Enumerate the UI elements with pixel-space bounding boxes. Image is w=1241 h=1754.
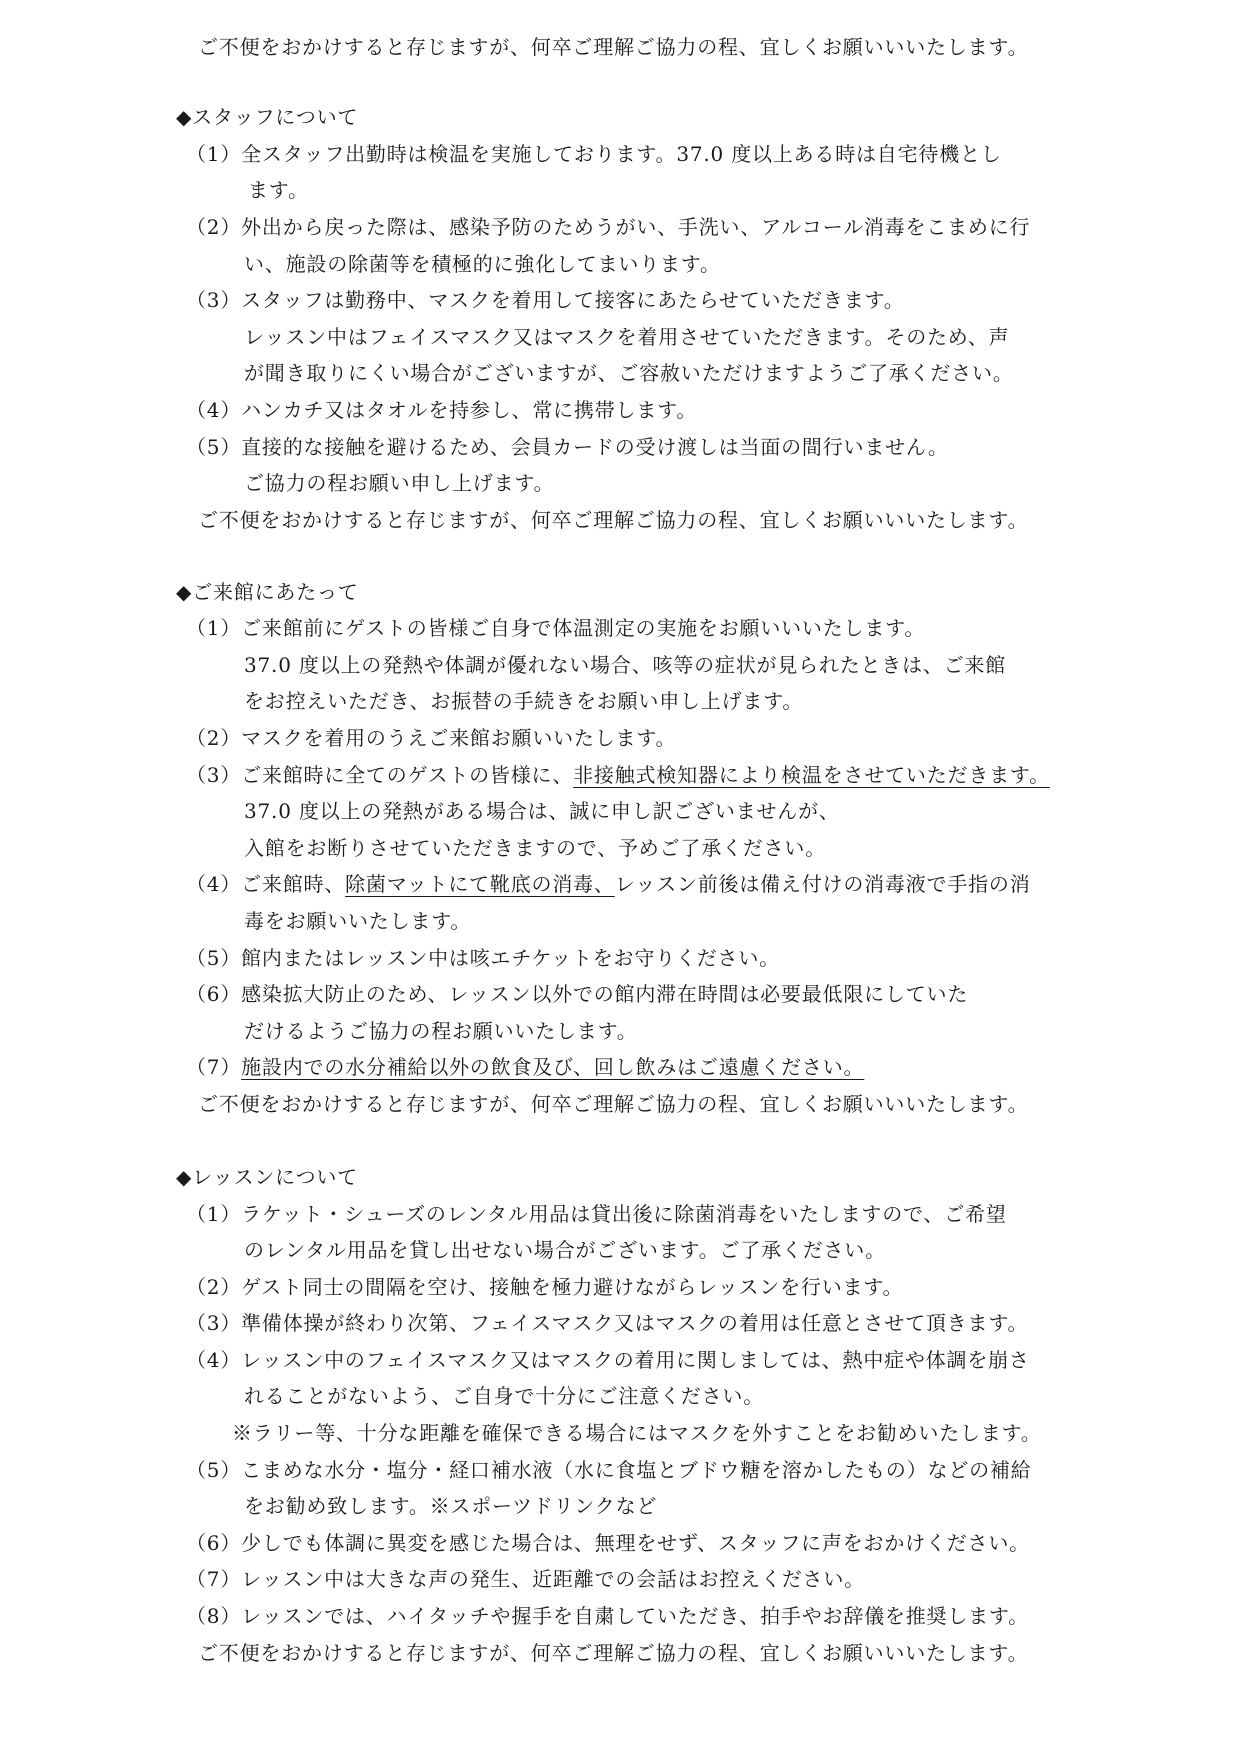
visit-item-4-underlined: 除菌マットにて靴底の消毒、 (345, 872, 615, 896)
closing-text: ご不便をおかけすると存じますが、何卒ご理解ご協力の程、宜しくお願いいいたします。 (198, 1641, 1029, 1665)
lesson-item-5: （5）こまめな水分・塩分・経口補水液（水に食塩とブドウ糖を溶かしたもの）などの補給 (186, 1458, 1032, 1482)
lesson-item-8: （8）レッスンでは、ハイタッチや握手を自粛していただき、拍手やお辞儀を推奨します。 (186, 1604, 1029, 1628)
visit-item-6: （6）感染拡大防止のため、レッスン以外での館内滞在時間は必要最低限にしていた (186, 982, 969, 1006)
closing-text: ご不便をおかけすると存じますが、何卒ご理解ご協力の程、宜しくお願いいいたします。 (198, 508, 1029, 532)
lesson-item-5-cont: をお勧め致します。※スポーツドリンクなど (244, 1494, 658, 1518)
staff-item-5-cont: ご協力の程お願い申し上げます。 (244, 471, 555, 495)
visit-item-3-underlined: 非接触式検知器により検温をさせていただきます。 (573, 763, 1050, 787)
staff-heading: ◆スタッフについて (176, 105, 359, 129)
visit-item-4 (186, 870, 1031, 898)
closing-text: ご不便をおかけすると存じますが、何卒ご理解ご協力の程、宜しくお願いいいたします。 (198, 1092, 1029, 1116)
lesson-item-7: （7）レッスン中は大きな声の発生、近距離での会話はお控えください。 (186, 1567, 865, 1591)
visit-item-1-cont-1: 37.0 度以上の発熱や体調が優れない場合、咳等の症状が見られたときは、ご来館 (244, 653, 1007, 677)
visit-heading: ◆ご来館にあたって (176, 580, 359, 604)
lesson-item-4-cont: れることがないよう、ご自身で十分にご注意ください。 (244, 1384, 764, 1408)
visit-item-3-cont-1: 37.0 度以上の発熱がある場合は、誠に申し訳ございませんが、 (244, 799, 840, 823)
lesson-item-4: （4）レッスン中のフェイスマスク又はマスクの着用に関しましては、熱中症や体調を崩さ (186, 1348, 1030, 1372)
visit-item-7-underlined: 施設内での水分補給以外の飲食及び、回し飲みはご遠慮ください。 (241, 1055, 865, 1079)
staff-item-4: （4）ハンカチ又はタオルを持参し、常に携帯します。 (186, 398, 698, 422)
staff-item-2: （2）外出から戻った際は、感染予防のためうがい、手洗い、アルコール消毒をこまめに行 (186, 215, 1031, 239)
staff-item-3-cont-1: レッスン中はフェイスマスク又はマスクを着用させていただきます。そのため、声 (244, 325, 1010, 349)
visit-item-4-cont: 毒をお願いいたします。 (244, 909, 472, 933)
visit-item-4-lead: （4）ご来館時、 (186, 872, 346, 896)
visit-item-5: （5）館内またはレッスン中は咳エチケットをお守りください。 (186, 946, 780, 970)
visit-item-2: （2）マスクを着用のうえご来館お願いいたします。 (186, 726, 677, 750)
visit-item-1: （1）ご来館前にゲストの皆様ご自身で体温測定の実施をお願いいいたします。 (186, 616, 926, 640)
visit-item-4-tail: レッスン前後は備え付けの消毒液で手指の消 (614, 872, 1031, 896)
staff-item-3: （3）スタッフは勤務中、マスクを着用して接客にあたらせていただきます。 (186, 288, 905, 312)
lesson-item-1-cont: のレンタル用品を貸し出せない場合がございます。ご了承ください。 (244, 1238, 886, 1262)
visit-item-1-cont-2: をお控えいただき、お振替の手続きをお願い申し上げます。 (244, 689, 804, 713)
lesson-item-1: （1）ラケット・シューズのレンタル用品は貸出後に除菌消毒をいたしますので、ご希望 (186, 1202, 1007, 1226)
closing-text: ご不便をおかけすると存じますが、何卒ご理解ご協力の程、宜しくお願いいいたします。 (198, 35, 1029, 59)
staff-item-2-cont: い、施設の除菌等を積極的に強化してまいります。 (244, 252, 721, 276)
staff-item-1-cont: ます。 (248, 178, 309, 202)
staff-item-1: （1）全スタッフ出勤時は検温を実施しております。37.0 度以上ある時は自宅待機とし (186, 142, 1002, 166)
lesson-item-3: （3）準備体操が終わり次第、フェイスマスク又はマスクの着用は任意とさせて頂きます。 (186, 1311, 1029, 1335)
visit-item-7 (186, 1053, 864, 1081)
lesson-heading: ◆レッスンについて (176, 1165, 358, 1189)
staff-item-3-cont-2: が聞き取りにくい場合がございますが、ご容赦いただけますようご了承ください。 (244, 361, 1014, 385)
visit-item-3-cont-2: 入館をお断りさせていただきますので、予めご了承ください。 (244, 836, 826, 860)
visit-item-7-lead: （7） (186, 1055, 242, 1079)
lesson-item-6: （6）少しでも体調に異変を感じた場合は、無理をせず、スタッフに声をおかけください。 (186, 1531, 1030, 1555)
lesson-item-2: （2）ゲスト同士の間隔を空け、接触を極力避けながらレッスンを行います。 (186, 1275, 904, 1299)
visit-item-6-cont: だけるようご協力の程お願いいたします。 (244, 1019, 638, 1043)
staff-item-5: （5）直接的な接触を避けるため、会員カードの受け渡しは当面の間行いません。 (186, 435, 949, 459)
lesson-item-4-note: ※ラリー等、十分な距離を確保できる場合にはマスクを外すことをお勧めいたします。 (232, 1421, 1042, 1445)
visit-item-3 (186, 761, 1050, 789)
visit-item-3-lead: （3）ご来館時に全てのゲストの皆様に、 (186, 763, 574, 787)
